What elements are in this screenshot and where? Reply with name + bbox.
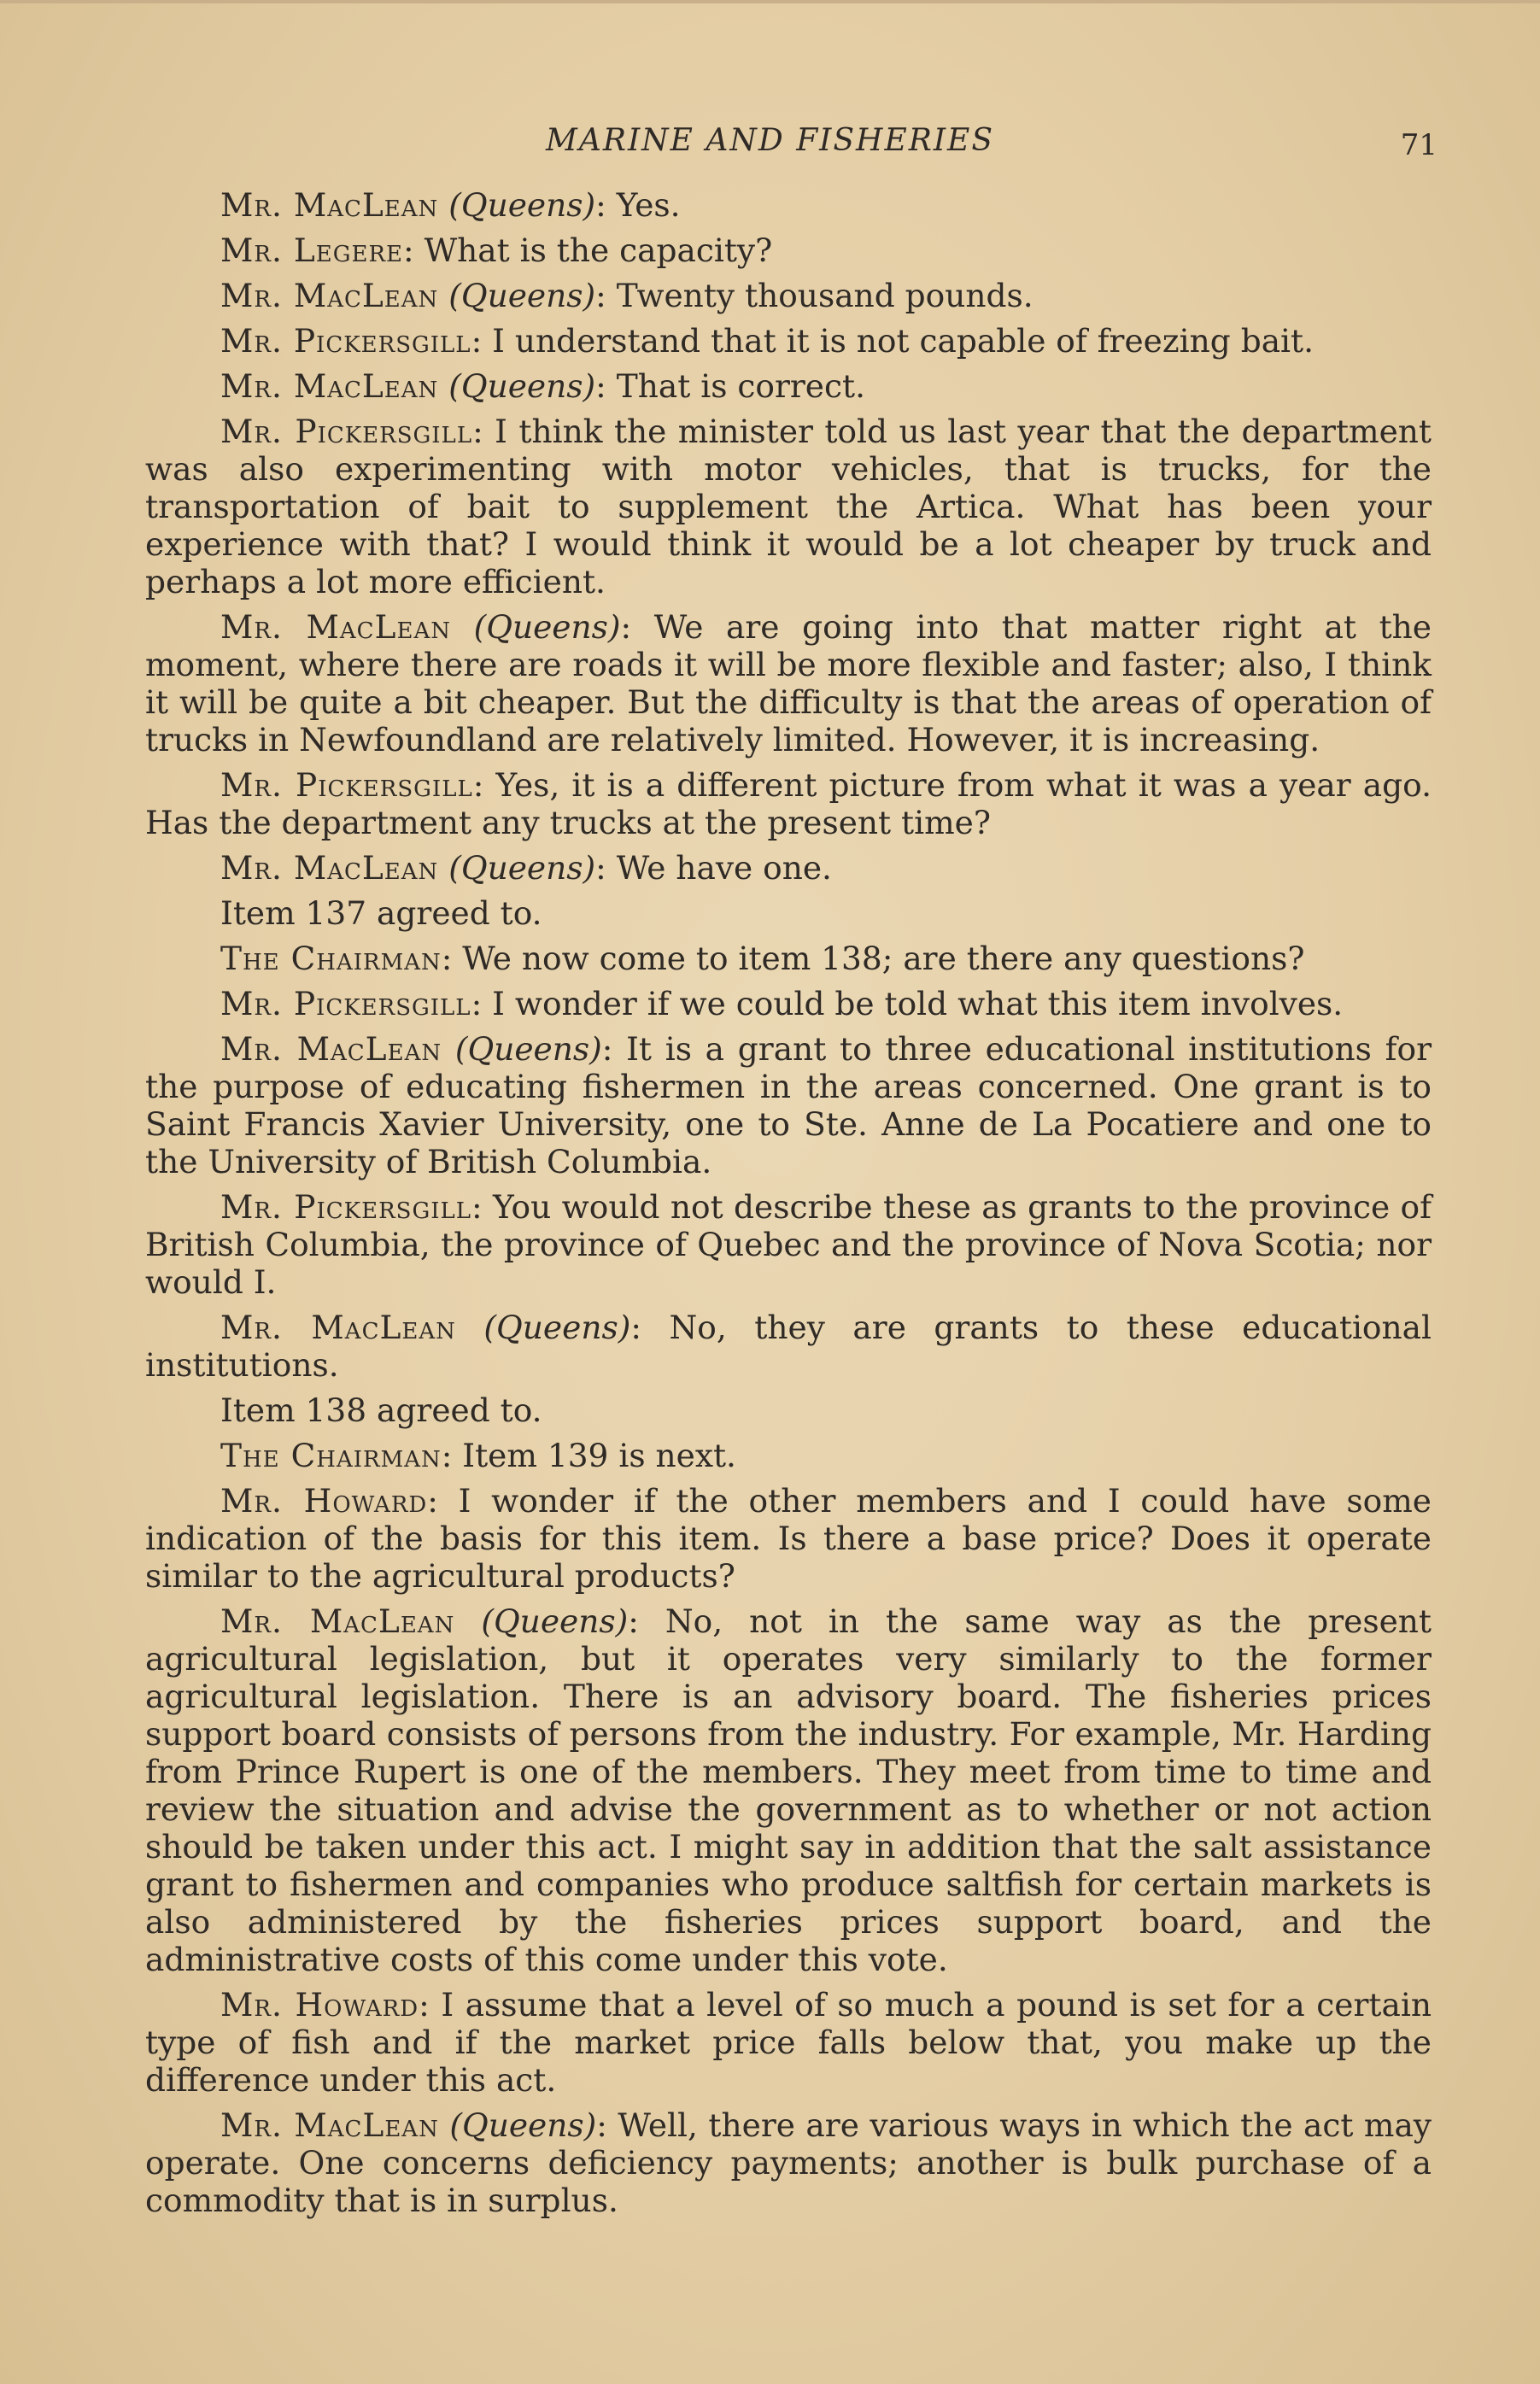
speaker: Mr. Howard	[220, 1986, 419, 2024]
speaker: Mr. Pickersgill	[220, 322, 471, 360]
running-head: MARINE AND FISHERIES	[545, 123, 994, 158]
speech: : I understand that it is not capable of freezing bait.	[471, 322, 1315, 360]
speech: : We have one.	[595, 849, 832, 887]
speech: : Twenty thousand pounds.	[595, 277, 1033, 314]
speech: : I wonder if we could be told what this item involves.	[471, 985, 1344, 1022]
paragraph	[145, 1309, 1432, 1384]
speaker: Mr. MacLean	[220, 186, 439, 224]
speaker: Mr. MacLean	[220, 277, 439, 314]
speech: : I wonder if the other members and I could have some indication of the basis for this item. Is there a base price? Does it operate similar to the agricultural products?	[145, 1482, 1432, 1595]
speech: Item 138 agreed to.	[220, 1391, 542, 1429]
speech: : Yes, it is a different picture from what it was a year ago. Has the department any trucks at the present time?	[145, 766, 1432, 841]
paragraph	[145, 413, 1432, 600]
riding: (Queens)	[481, 1602, 629, 1640]
riding: (Queens)	[483, 1309, 631, 1346]
paragraph	[145, 1602, 1432, 1978]
speaker: Mr. Pickersgill	[220, 766, 473, 804]
paragraph	[145, 1188, 1432, 1301]
paragraph	[145, 2106, 1432, 2219]
speech: : You would not describe these as grants to the province of British Columbia, the province of Quebec and the province of Nova Scotia; nor would I.	[145, 1188, 1432, 1301]
paragraph	[145, 985, 1432, 1022]
agreement-line	[145, 894, 1432, 932]
riding: (Queens)	[473, 608, 621, 646]
speaker: Mr. MacLean	[220, 608, 451, 646]
speaker: Mr. Pickersgill	[220, 985, 471, 1022]
paragraph	[145, 766, 1432, 841]
speech: : What is the capacity?	[403, 231, 773, 269]
paragraph	[145, 608, 1432, 759]
riding: (Queens)	[448, 186, 596, 224]
transcript-body	[145, 186, 1432, 2227]
agreement-line	[145, 1391, 1432, 1429]
speaker: The Chairman	[220, 940, 442, 977]
speaker: Mr. Pickersgill	[220, 1188, 472, 1226]
speaker: Mr. Pickersgill	[220, 413, 473, 450]
speech: : Yes.	[595, 186, 681, 224]
paragraph	[145, 367, 1432, 405]
page-number: 71	[1400, 128, 1438, 162]
speaker: Mr. MacLean	[220, 1309, 456, 1346]
speaker: Mr. Howard	[220, 1482, 428, 1520]
speech: : I assume that a level of so much a pound is set for a certain type of fish and if the market price falls below that, you make up the difference under this act.	[145, 1986, 1432, 2099]
speaker: Mr. Legere	[220, 231, 404, 269]
paragraph	[145, 186, 1432, 224]
paragraph	[145, 1482, 1432, 1595]
speech: : No, not in the same way as the present agricultural legislation, but it operates very similarly to the former agricultural legislation. There is an advisory board. The fisheries prices support board consists of persons from the industry. For example, Mr. Harding from Prince Rupert is one of the members. They meet from time to time and review the situation and advise the government as to whether or not action should be taken under this act. I might say in addition that the salt assistance grant to fishermen and companies who produce saltfish for certain markets is also administered by the fisheries prices support board, and the administrative costs of this come under this vote.	[145, 1602, 1432, 1978]
page-edge	[0, 0, 1540, 3]
speaker: Mr. MacLean	[220, 849, 439, 887]
paragraph	[145, 1437, 1432, 1474]
speaker: The Chairman	[220, 1437, 442, 1474]
paragraph	[145, 322, 1432, 360]
speech: : It is a grant to three educational institutions for the purpose of educating fishermen in the areas concerned. One grant is to Saint Francis Xavier University, one to Ste. Anne de La Pocatiere and one to the University of British Columbia.	[145, 1030, 1432, 1180]
speaker: Mr. MacLean	[220, 367, 439, 405]
riding: (Queens)	[449, 2106, 597, 2144]
speech: : We are going into that matter right at the moment, where there are roads it will be more flexible and faster; also, I think it will be quite a bit cheaper. But the difficulty is that the areas of operation of trucks in Newfoundland are relatively limited. However, it is increasing.	[145, 608, 1432, 759]
speaker: Mr. MacLean	[220, 2106, 439, 2144]
speech: : We now come to item 138; are there any questions?	[441, 940, 1305, 977]
speech: : Well, there are various ways in which the act may operate. One concerns deficiency payments; another is bulk purchase of a commodity that is in surplus.	[145, 2106, 1432, 2219]
page-header	[0, 120, 1540, 162]
paragraph	[145, 940, 1432, 977]
riding: (Queens)	[448, 849, 596, 887]
paragraph	[145, 277, 1432, 314]
paragraph	[145, 849, 1432, 887]
speech: : I think the minister told us last year that the department was also experimenting with motor vehicles, that is trucks, for the transportation of bait to supplement the Artica. What has been your experience with that? I would think it would be a lot cheaper by truck and perhaps a lot more efficient.	[145, 413, 1432, 600]
paragraph	[145, 1986, 1432, 2099]
speech: : Item 139 is next.	[441, 1437, 736, 1474]
riding: (Queens)	[448, 277, 596, 314]
speech: : No, they are grants to these educational institutions.	[145, 1309, 1432, 1384]
speech: Item 137 agreed to.	[220, 894, 542, 932]
paragraph	[145, 231, 1432, 269]
riding: (Queens)	[448, 367, 596, 405]
speech: : That is correct.	[595, 367, 865, 405]
riding: (Queens)	[454, 1030, 602, 1068]
speaker: Mr. MacLean	[220, 1602, 455, 1640]
speaker: Mr. MacLean	[220, 1030, 442, 1068]
paragraph	[145, 1030, 1432, 1180]
